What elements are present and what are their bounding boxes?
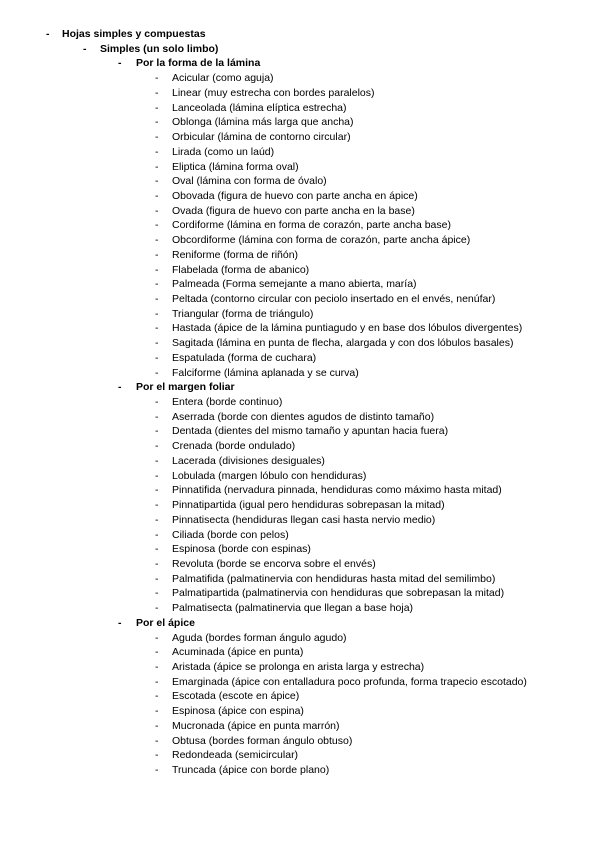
dash-bullet-icon: - [155,366,159,379]
dash-bullet-icon: - [155,234,159,247]
list-item-text: Ciliada (borde con pelos) [172,528,289,541]
list-item-text: Obcordiforme (lámina con forma de corazón, parte ancha ápice) [172,234,471,247]
list-item-text: Emarginada (ápice con entalladura poco profunda, forma trapecio escotado) [172,675,527,688]
list-item-text: Triangular (forma de triángulo) [172,307,314,320]
list-item-text: Reniforme (forma de riñón) [172,248,299,261]
list-item-text: Pinnatipartida (igual pero hendiduras sobrepasan la mitad) [172,499,445,511]
dash-bullet-icon: - [155,469,159,482]
list-item-text: Escotada (escote en ápice) [172,690,300,703]
dash-bullet-icon: - [155,189,159,202]
dash-bullet-icon: - [118,381,122,394]
dash-bullet-icon: - [155,72,159,85]
dash-bullet-icon: - [155,646,159,659]
dash-bullet-icon: - [155,705,159,718]
list-item-text: Oval (lámina con forma de óvalo) [172,175,327,188]
dash-bullet-icon: - [155,204,159,217]
dash-bullet-icon: - [83,42,87,55]
dash-bullet-icon: - [155,440,159,453]
list-item-text: Cordiforme (lámina en forma de corazón, parte ancha base) [172,219,451,232]
list-item-text: Lirada (como un laúd) [172,145,275,158]
dash-bullet-icon: - [155,734,159,747]
list-item-text: Aristada (ápice se prolonga en arista larga y estrecha) [172,661,425,673]
list-item-text: Lacerada (divisiones desiguales) [172,454,325,467]
dash-bullet-icon: - [155,351,159,364]
dash-bullet-icon: - [155,145,159,158]
dash-bullet-icon: - [155,484,159,497]
list-item-text: Eliptica (lámina forma oval) [172,160,299,173]
outline-subtitle-text: Simples (un solo limbo) [100,42,219,55]
list-item-text: Palmatifida (palmatinervia con hendiduras hasta mitad del semilimbo) [172,572,496,585]
dash-bullet-icon: - [155,337,159,350]
list-item-text: Mucronada (ápice en punta marrón) [172,719,340,732]
list-item-text: Revoluta (borde se encorva sobre el envés) [172,557,376,570]
list-item-text: Palmeada (Forma semejante a mano abierta, maría) [172,278,417,291]
dash-bullet-icon: - [155,602,159,615]
dash-bullet-icon: - [155,528,159,541]
section-heading-text: Por la forma de la lámina [136,57,261,70]
list-item-text: Obtusa (bordes forman ángulo obtuso) [172,734,353,747]
list-item-text: Espatulada (forma de cuchara) [172,351,317,364]
dash-bullet-icon: - [155,410,159,423]
list-item-text: Pinnatisecta (hendiduras llegan casi hasta nervio medio) [172,513,436,526]
dash-bullet-icon: - [46,28,50,40]
list-item-text: Sagitada (lámina en punta de flecha, alargada y con dos lóbulos basales) [172,337,514,350]
list-item-text: Acicular (como aguja) [172,72,274,85]
dash-bullet-icon: - [155,293,159,305]
dash-bullet-icon: - [155,749,159,762]
dash-bullet-icon: - [118,57,122,70]
list-item-text: Aguda (bordes forman ángulo agudo) [172,631,347,644]
dash-bullet-icon: - [155,219,159,232]
list-item-text: Lobulada (margen lóbulo con hendiduras) [172,469,367,482]
list-item-text: Hastada (ápice de la lámina puntiagudo y en base dos lóbulos divergentes) [172,322,523,335]
section-heading-text: Por el ápice [136,616,195,629]
list-item-text: Orbicular (lámina de contorno circular) [172,131,351,143]
list-item-text: Pinnatifida (nervadura pinnada, hendiduras como máximo hasta mitad) [172,484,502,497]
dash-bullet-icon: - [155,278,159,291]
dash-bullet-icon: - [155,425,159,438]
outline-title-text: Hojas simples y compuestas [62,28,206,40]
dash-bullet-icon: - [155,131,159,143]
dash-bullet-icon: - [155,719,159,732]
dash-bullet-icon: - [118,616,122,629]
list-item-text: Palmatisecta (palmatinervia que llegan a base hoja) [172,602,414,615]
dash-bullet-icon: - [155,587,159,600]
list-item-text: Dentada (dientes del mismo tamaño y apuntan hacia fuera) [172,425,449,438]
section-heading-text: Por el margen foliar [136,381,235,394]
dash-bullet-icon: - [155,101,159,114]
list-item-text: Aserrada (borde con dientes agudos de distinto tamaño) [172,410,435,423]
list-item-text: Oblonga (lámina más larga que ancha) [172,116,354,129]
dash-bullet-icon: - [155,86,159,99]
dash-bullet-icon: - [155,543,159,556]
dash-bullet-icon: - [155,513,159,526]
list-item-text: Ovada (figura de huevo con parte ancha en la base) [172,204,415,217]
list-item-text: Flabelada (forma de abanico) [172,263,310,276]
list-item-text: Espinosa (ápice con espina) [172,705,304,718]
dash-bullet-icon: - [155,396,159,408]
list-item-text: Truncada (ápice con borde plano) [172,764,330,776]
list-item-text: Palmatipartida (palmatinervia con hendiduras que sobrepasan la mitad) [172,587,505,600]
dash-bullet-icon: - [155,764,159,776]
dash-bullet-icon: - [155,631,159,644]
dash-bullet-icon: - [155,557,159,570]
list-item-text: Acuminada (ápice en punta) [172,646,304,659]
list-item-text: Crenada (borde ondulado) [172,440,296,453]
list-item-text: Redondeada (semicircular) [172,749,299,762]
dash-bullet-icon: - [155,454,159,467]
dash-bullet-icon: - [155,690,159,703]
dash-bullet-icon: - [155,675,159,688]
dash-bullet-icon: - [155,572,159,585]
list-item-text: Linear (muy estrecha con bordes paralelos) [172,86,375,99]
list-item-text: Falciforme (lámina aplanada y se curva) [172,366,359,379]
dash-bullet-icon: - [155,160,159,173]
dash-bullet-icon: - [155,116,159,129]
dash-bullet-icon: - [155,248,159,261]
dash-bullet-icon: - [155,322,159,335]
list-item-text: Lanceolada (lámina elíptica estrecha) [172,101,347,114]
dash-bullet-icon: - [155,263,159,276]
list-item-text: Espinosa (borde con espinas) [172,543,311,556]
dash-bullet-icon: - [155,499,159,511]
dash-bullet-icon: - [155,175,159,188]
list-item-text: Peltada (contorno circular con peciolo insertado en el envés, nenúfar) [172,293,496,305]
dash-bullet-icon: - [155,661,159,673]
list-item-text: Obovada (figura de huevo con parte ancha en ápice) [172,189,418,202]
list-item-text: Entera (borde continuo) [172,396,283,408]
dash-bullet-icon: - [155,307,159,320]
